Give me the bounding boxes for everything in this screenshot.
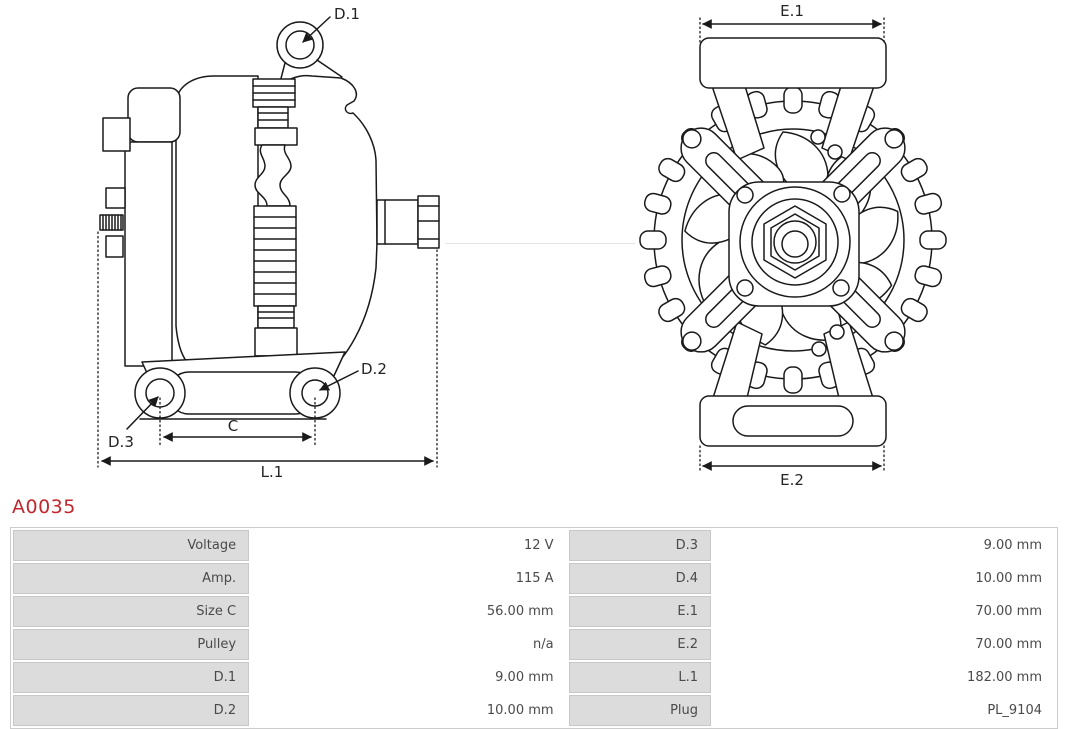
spec-value: 182.00 mm — [713, 662, 1055, 693]
spec-label: Voltage — [13, 530, 249, 561]
spec-value: 9.00 mm — [251, 662, 566, 693]
dim-label-l1: L.1 — [260, 463, 284, 481]
spec-value: 9.00 mm — [713, 530, 1055, 561]
table-row — [13, 530, 1055, 561]
table-row — [13, 695, 1055, 726]
table-row — [13, 596, 1055, 627]
part-number: A0035 — [12, 496, 76, 518]
dim-label-c: C — [227, 417, 239, 435]
table-row — [13, 662, 1055, 693]
spec-label: Size C — [13, 596, 249, 627]
spec-value: 12 V — [251, 530, 566, 561]
spec-label: E.1 — [569, 596, 711, 627]
dim-label-e2: E.2 — [780, 471, 804, 489]
spec-label: Plug — [569, 695, 711, 726]
spec-value: 10.00 mm — [251, 695, 566, 726]
spec-label: L.1 — [569, 662, 711, 693]
spec-label: D.3 — [569, 530, 711, 561]
dim-label-d2: D.2 — [361, 360, 387, 378]
dim-label-d3: D.3 — [108, 433, 134, 451]
spec-value: n/a — [251, 629, 566, 660]
spec-label: D.2 — [13, 695, 249, 726]
front-view-drawing — [640, 2, 946, 489]
spec-value: PL_9104 — [713, 695, 1055, 726]
spec-label: D.4 — [569, 563, 711, 594]
watermark — [445, 243, 635, 244]
table-row — [13, 629, 1055, 660]
dim-label-e1: E.1 — [780, 2, 804, 20]
spec-value: 70.00 mm — [713, 596, 1055, 627]
spec-label: D.1 — [13, 662, 249, 693]
spec-value: 56.00 mm — [251, 596, 566, 627]
spec-label: Pulley — [13, 629, 249, 660]
spec-label: Amp. — [13, 563, 249, 594]
spec-value: 70.00 mm — [713, 629, 1055, 660]
table-row — [13, 563, 1055, 594]
spec-label: E.2 — [569, 629, 711, 660]
side-view-drawing — [98, 5, 439, 481]
spec-table — [10, 527, 1058, 729]
spec-value: 115 A — [251, 563, 566, 594]
spec-value: 10.00 mm — [713, 563, 1055, 594]
dim-label-d1: D.1 — [334, 5, 360, 23]
